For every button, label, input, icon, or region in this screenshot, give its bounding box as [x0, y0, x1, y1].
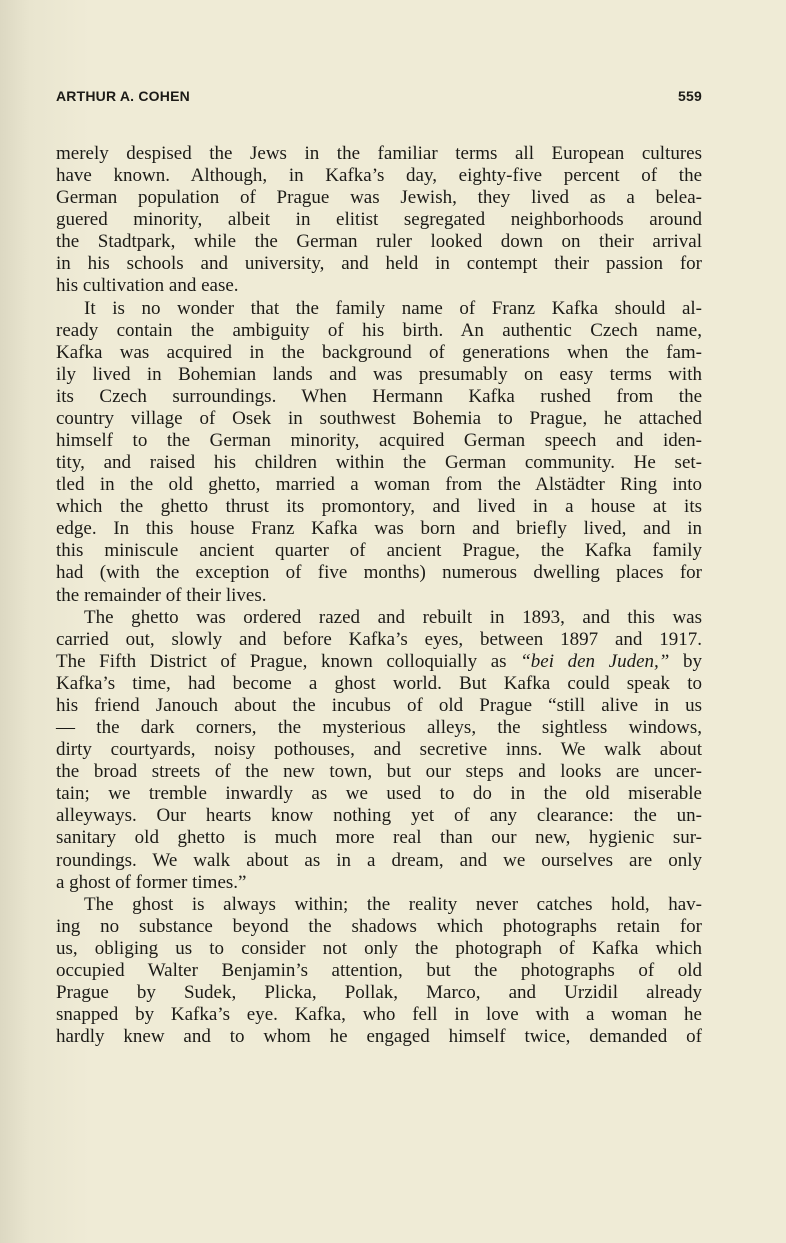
text-line: tity, and raised his children within the German community. He set-: [56, 452, 702, 474]
text-line: Prague by Sudek, Plicka, Pollak, Marco, and Urzidil already: [56, 981, 702, 1003]
text-line: himself to the German minority, acquired German speech and iden-: [56, 430, 702, 452]
text-line: us, obliging us to consider not only the photograph of Kafka which: [56, 937, 702, 959]
text-line: sanitary old ghetto is much more real than our new, hygienic sur-: [56, 827, 702, 849]
text-line: its Czech surroundings. When Hermann Kafka rushed from the: [56, 385, 702, 407]
text-line: [56, 651, 702, 673]
text-line: The ghetto was ordered razed and rebuilt in 1893, and this was: [84, 606, 702, 628]
running-head-author: ARTHUR A. COHEN: [56, 88, 190, 104]
text-line: a ghost of former times.”: [56, 871, 247, 893]
text-line: hardly knew and to whom he engaged himself twice, demanded of: [56, 1026, 702, 1048]
text-line: Kafka was acquired in the background of generations when the fam-: [56, 341, 702, 363]
body-text: [56, 143, 702, 1048]
text-line: guered minority, albeit in elitist segregated neighborhoods around: [56, 209, 702, 231]
text-line: edge. In this house Franz Kafka was born and briefly lived, and in: [56, 518, 702, 540]
text-line: his cultivation and ease.: [56, 275, 239, 297]
text-line: Kafka’s time, had become a ghost world. But Kafka could speak to: [56, 672, 702, 694]
text-line: the remainder of their lives.: [56, 584, 267, 606]
text-line: carried out, slowly and before Kafka’s eyes, between 1897 and 1917.: [56, 628, 702, 650]
text-line: the Stadtpark, while the German ruler looked down on their arrival: [56, 231, 702, 253]
page-number: 559: [678, 88, 702, 104]
text-line: German population of Prague was Jewish, they lived as a belea-: [56, 187, 702, 209]
text-line: the broad streets of the new town, but our steps and looks are uncer-: [56, 761, 702, 783]
text-line: tain; we tremble inwardly as we used to do in the old miserable: [56, 783, 702, 805]
text-line: The ghost is always within; the reality never catches hold, hav-: [84, 893, 702, 915]
text-line-segment: The Fifth District of Prague, known colloquially as: [56, 650, 521, 672]
text-line: dirty courtyards, noisy pothouses, and secretive inns. We walk about: [56, 739, 702, 761]
text-line: ily lived in Bohemian lands and was presumably on easy terms with: [56, 363, 702, 385]
text-line: tled in the old ghetto, married a woman from the Alstädter Ring into: [56, 474, 702, 496]
text-line: — the dark corners, the mysterious alleys, the sightless windows,: [56, 717, 702, 739]
text-line: in his schools and university, and held in contempt their passion for: [56, 253, 702, 275]
text-line: this miniscule ancient quarter of ancient Prague, the Kafka family: [56, 540, 702, 562]
text-line: occupied Walter Benjamin’s attention, but the photographs of old: [56, 959, 702, 981]
text-line: ready contain the ambiguity of his birth. An authentic Czech name,: [56, 319, 702, 341]
text-line-segment: by: [669, 650, 702, 672]
italic-phrase: “bei den Juden,”: [520, 650, 670, 672]
text-line: country village of Osek in southwest Bohemia to Prague, he attached: [56, 407, 702, 429]
text-line: snapped by Kafka’s eye. Kafka, who fell in love with a woman he: [56, 1004, 702, 1026]
text-line: merely despised the Jews in the familiar terms all European cultures: [56, 143, 702, 164]
text-line: have known. Although, in Kafka’s day, eighty-five percent of the: [56, 165, 702, 187]
text-line: roundings. We walk about as in a dream, and we ourselves are only: [56, 849, 702, 871]
text-line: alleyways. Our hearts know nothing yet of any clearance: the un-: [56, 805, 702, 827]
text-line: his friend Janouch about the incubus of old Prague “still alive in us: [56, 694, 702, 716]
running-head: [56, 88, 702, 104]
text-line: It is no wonder that the family name of Franz Kafka should al-: [84, 297, 702, 319]
text-line: ing no substance beyond the shadows which photographs retain for: [56, 915, 702, 937]
text-line: had (with the exception of five months) numerous dwelling places for: [56, 562, 702, 584]
text-line: which the ghetto thrust its promontory, and lived in a house at its: [56, 496, 702, 518]
